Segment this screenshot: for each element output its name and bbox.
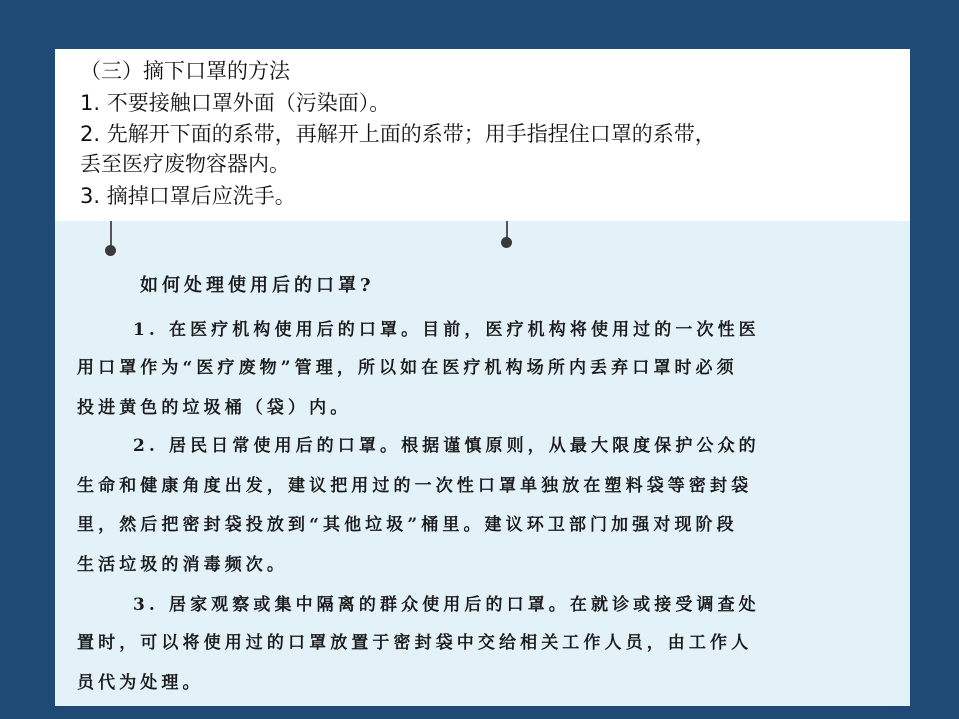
notice-line: 3. 居家观察或集中隔离的群众使用后的口罩。在就诊或接受调查处 (133, 595, 760, 615)
notice-line: 用口罩作为“医疗废物”管理，所以如在医疗机构场所内丢弃口罩时必须 (77, 358, 738, 378)
pin-string-left (110, 221, 112, 247)
step-1-text: 1. 不要接触口罩外面（污染面）。 (80, 91, 391, 115)
notice-line: 2. 居民日常使用后的口罩。根据谨慎原则，从最大限度保护公众的 (133, 436, 760, 456)
pin-head-left (105, 245, 116, 256)
pin-head-right (501, 237, 512, 248)
step-2-text: 2. 先解开下面的系带，再解开上面的系带；用手指捏住口罩的系带， (80, 122, 716, 146)
step-3-text: 3. 摘掉口罩后应洗手。 (80, 184, 296, 208)
instruction-text-box (55, 49, 910, 221)
notice-image (55, 221, 910, 706)
notice-line: 置时，可以将使用过的口罩放置于密封袋中交给相关工作人员，由工作人 (77, 633, 753, 653)
notice-line: 员代为处理。 (77, 673, 204, 693)
step-2-continuation: 丢至医疗废物容器内。 (80, 152, 290, 176)
notice-line: 生活垃圾的消毒频次。 (77, 555, 288, 575)
notice-line: 1. 在医疗机构使用后的口罩。目前，医疗机构将使用过的一次性医 (133, 320, 760, 340)
notice-line: 投进黄色的垃圾桶（袋）内。 (77, 398, 352, 418)
notice-line: 生命和健康角度出发，建议把用过的一次性口罩单独放在塑料袋等密封袋 (77, 476, 753, 496)
notice-line: 里，然后把密封袋投放到“其他垃圾”桶里。建议环卫部门加强对现阶段 (77, 515, 738, 535)
section-heading: （三）摘下口罩的方法 (80, 59, 290, 83)
notice-title: 如何处理使用后的口罩? (140, 275, 375, 296)
